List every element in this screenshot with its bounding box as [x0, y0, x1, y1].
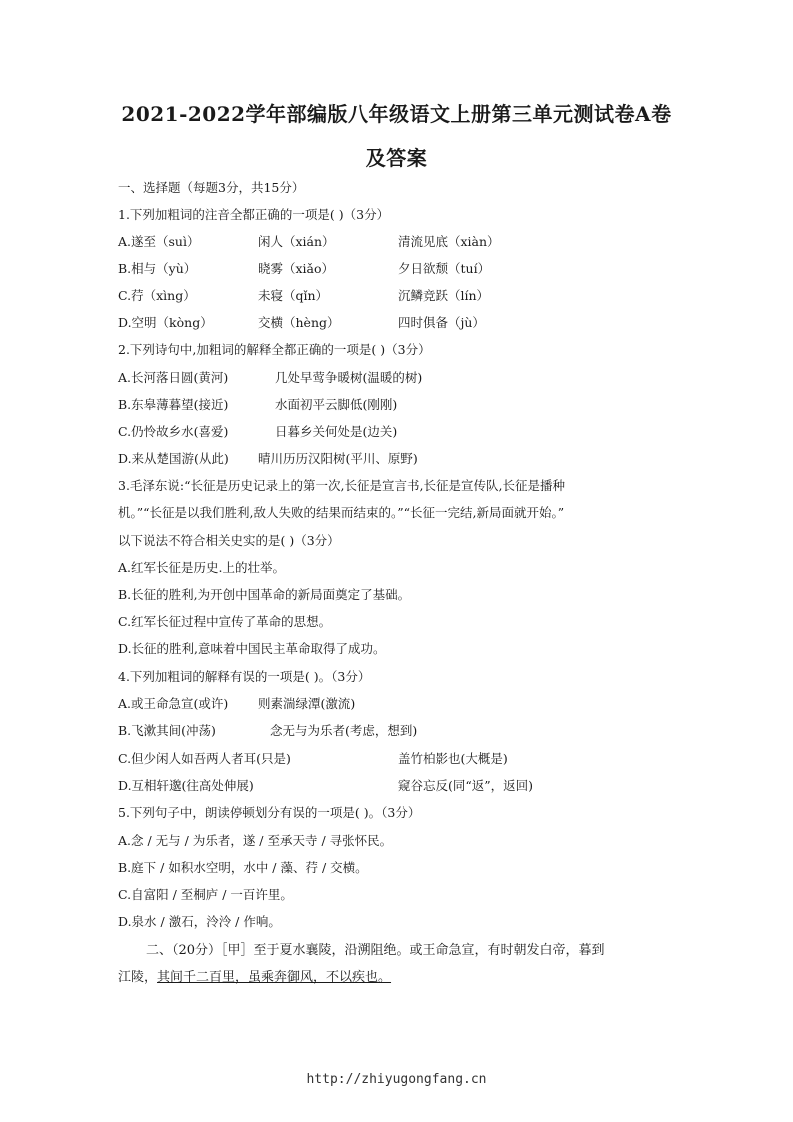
q3-option-d: D.长征的胜利,意味着中国民主革命取得了成功。 [118, 641, 386, 656]
q3-stem-line-3: 以下说法不符合相关史实的是( )（3分） [118, 533, 340, 548]
q5-option-a: A.念 / 无与 / 为乐者，遂 / 至承天寺 / 寻张怀民。 [118, 833, 393, 848]
page-title-line-2: 及答案 [365, 146, 428, 170]
q3-stem-line-2: 机。”“长征是以我们胜利,敌人失败的结果而结束的。”“长征一完结,新局面就开始。” [118, 505, 565, 520]
q2-b-2: 水面初平云脚低(刚刚) [275, 397, 398, 412]
q1-c-1: C.荇（xìng） [118, 288, 196, 303]
q1-a-3: 清流见底（xiàn） [398, 234, 500, 249]
q2-c-1: C.仍怜故乡水(喜爱) [118, 424, 229, 439]
q4-b-1: B.飞漱其间(冲荡) [118, 723, 216, 738]
q4-c-2: 盖竹柏影也(大概是) [398, 751, 508, 766]
q2-stem: 2.下列诗句中,加粗词的解释全都正确的一项是( )（3分） [118, 342, 431, 357]
section-2-line-2-plain: 江陵， [118, 970, 158, 985]
q1-c-2: 未寝（qǐn） [258, 288, 329, 303]
q5-option-c: C.自富阳 / 至桐庐 / 一百许里。 [118, 887, 293, 902]
q2-c-2: 日暮乡关何处是(边关) [275, 424, 398, 439]
q1-a-2: 闲人（xián） [258, 234, 335, 249]
q1-b-1: B.相与（yù） [118, 261, 197, 276]
q4-d-1: D.互相轩邈(往高处伸展) [118, 778, 254, 793]
q5-option-b: B.庭下 / 如积水空明，水中 / 藻、荇 / 交横。 [118, 860, 368, 875]
q1-c-3: 沉鳞竞跃（lín） [398, 288, 490, 303]
section-2-line-2 [118, 970, 391, 986]
q3-option-c: C.红军长征过程中宣传了革命的思想。 [118, 614, 332, 629]
q5-stem: 5.下列句子中，朗读停顿划分有误的一项是( )。（3分） [118, 805, 421, 820]
q1-a-1: A.遂至（suì） [118, 234, 200, 249]
section-2-line-1: 二、（20分）［甲］至于夏水襄陵，沿溯阻绝。或王命急宣，有时朝发白帝，暮到 [146, 943, 605, 958]
q2-a-2: 几处早莺争暖树(温暖的树) [275, 370, 423, 385]
q4-stem: 4.下列加粗词的解释有误的一项是( )。（3分） [118, 669, 371, 684]
q4-c-1: C.但少闲人如吾两人者耳(只是) [118, 751, 291, 766]
q3-option-a: A.红军长征是历史.上的壮举。 [118, 560, 285, 575]
page-title-line-1: 2021-2022学年部编版八年级语文上册第三单元测试卷A卷 [121, 102, 672, 126]
q5-option-d: D.泉水 / 激石，泠泠 / 作响。 [118, 914, 281, 929]
q4-d-2: 窥谷忘反(同“返”，返回) [398, 778, 534, 793]
q2-d-2: 晴川历历汉阳树(平川、原野) [258, 451, 418, 466]
footer-url: http://zhiyugongfang.cn [306, 1072, 487, 1087]
q4-a-2: 则素湍绿潭(激流) [258, 696, 356, 711]
q4-a-1: A.或王命急宣(或许) [118, 696, 229, 711]
q1-stem: 1.下列加粗词的注音全都正确的一项是( )（3分） [118, 207, 390, 222]
section-2-underlined-sentence: 其间千二百里，虽乘奔御风，不以疾也。 [157, 970, 392, 985]
q1-d-1: D.空明（kòng） [118, 315, 213, 330]
q1-d-3: 四时俱备（jù） [398, 315, 485, 330]
section-1-heading: 一、选择题（每题3分，共15分） [118, 180, 305, 195]
q1-b-2: 晓雾（xiǎo） [258, 261, 335, 276]
q3-option-b: B.长征的胜利,为开创中国革命的新局面奠定了基础。 [118, 587, 411, 602]
q2-d-1: D.来从楚国游(从此) [118, 451, 229, 466]
q3-stem-line-1: 3.毛泽东说:“长征是历史记录上的第一次,长征是宣言书,长征是宣传队,长征是播种 [118, 478, 565, 493]
q2-b-1: B.东皋薄暮望(接近) [118, 397, 229, 412]
q2-a-1: A.长河落日圆(黄河) [118, 370, 229, 385]
q1-d-2: 交横（hèng） [258, 315, 340, 330]
q4-b-2: 念无与为乐者(考虑，想到) [270, 723, 418, 738]
q1-b-3: 夕日欲颓（tuí） [398, 261, 491, 276]
